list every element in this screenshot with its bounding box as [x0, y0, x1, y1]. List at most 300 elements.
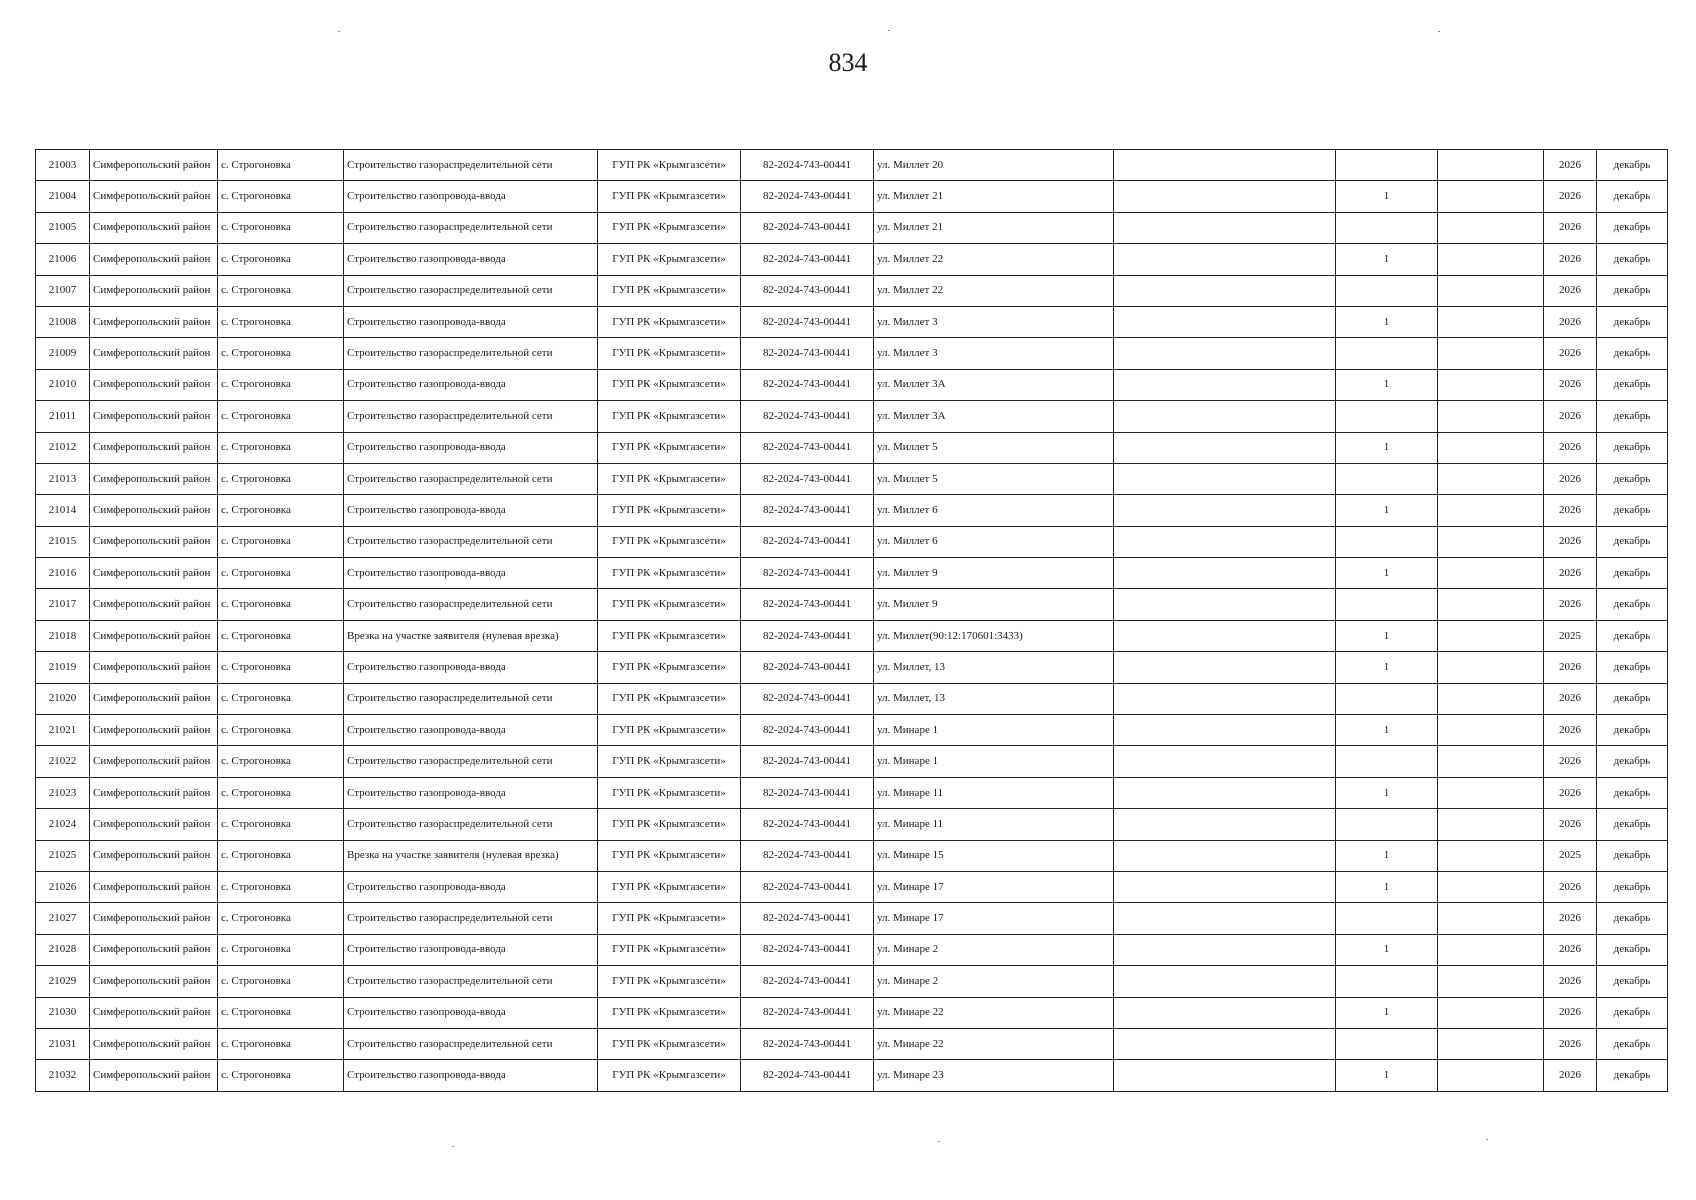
table-row	[36, 871, 1668, 902]
cell-year: 2026	[1544, 997, 1597, 1028]
cell-organization: ГУП РК «Крымгазсети»	[598, 840, 741, 871]
cell-month: декабрь	[1597, 338, 1668, 369]
cell-organization: ГУП РК «Крымгазсети»	[598, 181, 741, 212]
cell-address: ул. Минаре 1	[874, 746, 1114, 777]
cell-month: декабрь	[1597, 997, 1668, 1028]
cell-empty	[1438, 463, 1544, 494]
cell-program-code: 82-2024-743-00441	[741, 432, 874, 463]
cell-quantity	[1336, 746, 1438, 777]
cell-month: декабрь	[1597, 495, 1668, 526]
cell-locality: с. Строгоновка	[218, 683, 344, 714]
cell-month: декабрь	[1597, 275, 1668, 306]
cell-quantity: 1	[1336, 997, 1438, 1028]
cell-work-type: Строительство газопровода-ввода	[344, 369, 598, 400]
cell-address: ул. Минаре 2	[874, 966, 1114, 997]
cell-month: декабрь	[1597, 683, 1668, 714]
cell-quantity	[1336, 589, 1438, 620]
cell-work-type: Строительство газораспределительной сети	[344, 212, 598, 243]
cell-program-code: 82-2024-743-00441	[741, 306, 874, 337]
cell-number: 21014	[36, 495, 90, 526]
cell-organization: ГУП РК «Крымгазсети»	[598, 997, 741, 1028]
cell-number: 21024	[36, 809, 90, 840]
cell-work-type: Строительство газораспределительной сети	[344, 150, 598, 181]
cell-program-code: 82-2024-743-00441	[741, 683, 874, 714]
cell-empty	[1438, 369, 1544, 400]
cell-empty	[1438, 966, 1544, 997]
cell-address: ул. Миллет 21	[874, 181, 1114, 212]
cell-year: 2026	[1544, 683, 1597, 714]
cell-empty	[1438, 809, 1544, 840]
cell-district: Симферопольский район	[90, 1060, 218, 1091]
cell-empty	[1438, 746, 1544, 777]
cell-year: 2026	[1544, 715, 1597, 746]
cell-program-code: 82-2024-743-00441	[741, 840, 874, 871]
cell-number: 21031	[36, 1028, 90, 1059]
cell-month: декабрь	[1597, 526, 1668, 557]
cell-program-code: 82-2024-743-00441	[741, 150, 874, 181]
cell-quantity: 1	[1336, 558, 1438, 589]
cell-quantity: 1	[1336, 934, 1438, 965]
cell-year: 2026	[1544, 275, 1597, 306]
cell-month: декабрь	[1597, 463, 1668, 494]
cell-locality: с. Строгоновка	[218, 809, 344, 840]
cell-work-type: Врезка на участке заявителя (нулевая врезка)	[344, 840, 598, 871]
cell-organization: ГУП РК «Крымгазсети»	[598, 369, 741, 400]
cell-empty	[1114, 181, 1336, 212]
cell-organization: ГУП РК «Крымгазсети»	[598, 558, 741, 589]
cell-year: 2026	[1544, 150, 1597, 181]
cell-organization: ГУП РК «Крымгазсети»	[598, 212, 741, 243]
cell-number: 21010	[36, 369, 90, 400]
cell-program-code: 82-2024-743-00441	[741, 809, 874, 840]
cell-month: декабрь	[1597, 620, 1668, 651]
cell-empty	[1114, 212, 1336, 243]
cell-number: 21013	[36, 463, 90, 494]
table-row	[36, 212, 1668, 243]
cell-program-code: 82-2024-743-00441	[741, 966, 874, 997]
cell-organization: ГУП РК «Крымгазсети»	[598, 244, 741, 275]
cell-locality: с. Строгоновка	[218, 181, 344, 212]
cell-program-code: 82-2024-743-00441	[741, 369, 874, 400]
cell-district: Симферопольский район	[90, 401, 218, 432]
cell-number: 21030	[36, 997, 90, 1028]
cell-work-type: Строительство газораспределительной сети	[344, 526, 598, 557]
cell-program-code: 82-2024-743-00441	[741, 338, 874, 369]
cell-locality: с. Строгоновка	[218, 401, 344, 432]
cell-empty	[1438, 432, 1544, 463]
cell-address: ул. Минаре 1	[874, 715, 1114, 746]
cell-quantity	[1336, 463, 1438, 494]
cell-empty	[1114, 903, 1336, 934]
cell-number: 21029	[36, 966, 90, 997]
cell-empty	[1438, 181, 1544, 212]
cell-program-code: 82-2024-743-00441	[741, 244, 874, 275]
cell-address: ул. Минаре 22	[874, 1028, 1114, 1059]
table-row	[36, 966, 1668, 997]
cell-locality: с. Строгоновка	[218, 966, 344, 997]
cell-empty	[1114, 746, 1336, 777]
cell-empty	[1438, 589, 1544, 620]
table-row	[36, 306, 1668, 337]
table-row	[36, 244, 1668, 275]
cell-district: Симферопольский район	[90, 966, 218, 997]
cell-empty	[1438, 275, 1544, 306]
cell-year: 2026	[1544, 401, 1597, 432]
cell-organization: ГУП РК «Крымгазсети»	[598, 934, 741, 965]
cell-year: 2026	[1544, 244, 1597, 275]
cell-number: 21008	[36, 306, 90, 337]
cell-address: ул. Миллет, 13	[874, 652, 1114, 683]
cell-month: декабрь	[1597, 652, 1668, 683]
table-row	[36, 746, 1668, 777]
cell-empty	[1438, 934, 1544, 965]
cell-empty	[1438, 652, 1544, 683]
cell-empty	[1114, 934, 1336, 965]
cell-empty	[1114, 432, 1336, 463]
cell-quantity	[1336, 903, 1438, 934]
cell-locality: с. Строгоновка	[218, 338, 344, 369]
cell-locality: с. Строгоновка	[218, 244, 344, 275]
cell-locality: с. Строгоновка	[218, 369, 344, 400]
cell-locality: с. Строгоновка	[218, 1028, 344, 1059]
cell-month: декабрь	[1597, 840, 1668, 871]
cell-work-type: Строительство газопровода-ввода	[344, 306, 598, 337]
cell-district: Симферопольский район	[90, 275, 218, 306]
cell-district: Симферопольский район	[90, 997, 218, 1028]
table-row	[36, 840, 1668, 871]
cell-month: декабрь	[1597, 871, 1668, 902]
table-row	[36, 558, 1668, 589]
cell-year: 2026	[1544, 1028, 1597, 1059]
cell-address: ул. Миллет 9	[874, 589, 1114, 620]
cell-month: декабрь	[1597, 181, 1668, 212]
cell-locality: с. Строгоновка	[218, 306, 344, 337]
table-row	[36, 589, 1668, 620]
page-number: 834	[828, 48, 868, 77]
scan-speck	[338, 31, 340, 32]
cell-organization: ГУП РК «Крымгазсети»	[598, 652, 741, 683]
cell-month: декабрь	[1597, 715, 1668, 746]
cell-empty	[1114, 1028, 1336, 1059]
cell-quantity: 1	[1336, 715, 1438, 746]
cell-address: ул. Миллет 5	[874, 432, 1114, 463]
cell-locality: с. Строгоновка	[218, 840, 344, 871]
cell-address: ул. Миллет 22	[874, 244, 1114, 275]
scan-speck	[938, 1141, 940, 1142]
cell-district: Симферопольский район	[90, 212, 218, 243]
cell-empty	[1114, 840, 1336, 871]
cell-month: декабрь	[1597, 150, 1668, 181]
cell-address: ул. Миллет(90:12:170601:3433)	[874, 620, 1114, 651]
cell-work-type: Строительство газопровода-ввода	[344, 871, 598, 902]
cell-program-code: 82-2024-743-00441	[741, 401, 874, 432]
cell-empty	[1114, 150, 1336, 181]
table-row	[36, 903, 1668, 934]
cell-program-code: 82-2024-743-00441	[741, 1060, 874, 1091]
cell-year: 2025	[1544, 840, 1597, 871]
cell-work-type: Строительство газораспределительной сети	[344, 809, 598, 840]
cell-year: 2026	[1544, 369, 1597, 400]
table-row	[36, 275, 1668, 306]
cell-work-type: Строительство газопровода-ввода	[344, 1060, 598, 1091]
cell-work-type: Строительство газораспределительной сети	[344, 903, 598, 934]
cell-work-type: Строительство газопровода-ввода	[344, 558, 598, 589]
cell-quantity	[1336, 683, 1438, 714]
cell-empty	[1114, 463, 1336, 494]
table-row	[36, 401, 1668, 432]
table-row	[36, 526, 1668, 557]
cell-year: 2026	[1544, 181, 1597, 212]
cell-organization: ГУП РК «Крымгазсети»	[598, 401, 741, 432]
cell-empty	[1114, 338, 1336, 369]
cell-organization: ГУП РК «Крымгазсети»	[598, 338, 741, 369]
cell-address: ул. Минаре 22	[874, 997, 1114, 1028]
cell-empty	[1438, 683, 1544, 714]
cell-address: ул. Минаре 17	[874, 871, 1114, 902]
cell-work-type: Строительство газопровода-ввода	[344, 777, 598, 808]
cell-address: ул. Минаре 11	[874, 809, 1114, 840]
cell-quantity: 1	[1336, 840, 1438, 871]
cell-program-code: 82-2024-743-00441	[741, 652, 874, 683]
cell-quantity	[1336, 212, 1438, 243]
cell-empty	[1114, 401, 1336, 432]
table-row	[36, 683, 1668, 714]
cell-month: декабрь	[1597, 777, 1668, 808]
cell-empty	[1438, 338, 1544, 369]
cell-number: 21003	[36, 150, 90, 181]
cell-month: декабрь	[1597, 401, 1668, 432]
cell-address: ул. Миллет, 13	[874, 683, 1114, 714]
cell-year: 2026	[1544, 589, 1597, 620]
cell-locality: с. Строгоновка	[218, 903, 344, 934]
cell-empty	[1438, 840, 1544, 871]
cell-quantity: 1	[1336, 495, 1438, 526]
cell-number: 21015	[36, 526, 90, 557]
cell-work-type: Строительство газораспределительной сети	[344, 338, 598, 369]
cell-month: декабрь	[1597, 1028, 1668, 1059]
cell-number: 21009	[36, 338, 90, 369]
cell-quantity	[1336, 401, 1438, 432]
cell-work-type: Строительство газопровода-ввода	[344, 715, 598, 746]
cell-year: 2026	[1544, 432, 1597, 463]
cell-empty	[1114, 589, 1336, 620]
cell-program-code: 82-2024-743-00441	[741, 495, 874, 526]
cell-work-type: Строительство газораспределительной сети	[344, 589, 598, 620]
cell-locality: с. Строгоновка	[218, 526, 344, 557]
table-row	[36, 338, 1668, 369]
cell-empty	[1114, 1060, 1336, 1091]
cell-empty	[1114, 809, 1336, 840]
cell-number: 21004	[36, 181, 90, 212]
cell-locality: с. Строгоновка	[218, 275, 344, 306]
cell-empty	[1114, 558, 1336, 589]
cell-organization: ГУП РК «Крымгазсети»	[598, 1028, 741, 1059]
table-row	[36, 1060, 1668, 1091]
cell-work-type: Врезка на участке заявителя (нулевая врезка)	[344, 620, 598, 651]
cell-year: 2026	[1544, 463, 1597, 494]
cell-year: 2026	[1544, 495, 1597, 526]
cell-locality: с. Строгоновка	[218, 495, 344, 526]
cell-number: 21017	[36, 589, 90, 620]
cell-program-code: 82-2024-743-00441	[741, 620, 874, 651]
cell-month: декабрь	[1597, 244, 1668, 275]
cell-work-type: Строительство газопровода-ввода	[344, 997, 598, 1028]
cell-year: 2026	[1544, 558, 1597, 589]
cell-empty	[1438, 212, 1544, 243]
cell-district: Симферопольский район	[90, 369, 218, 400]
cell-empty	[1114, 620, 1336, 651]
cell-month: декабрь	[1597, 809, 1668, 840]
cell-organization: ГУП РК «Крымгазсети»	[598, 306, 741, 337]
cell-address: ул. Минаре 11	[874, 777, 1114, 808]
cell-locality: с. Строгоновка	[218, 652, 344, 683]
cell-quantity: 1	[1336, 652, 1438, 683]
cell-empty	[1114, 966, 1336, 997]
cell-work-type: Строительство газораспределительной сети	[344, 275, 598, 306]
cell-district: Симферопольский район	[90, 934, 218, 965]
cell-address: ул. Миллет 22	[874, 275, 1114, 306]
cell-work-type: Строительство газораспределительной сети	[344, 746, 598, 777]
cell-year: 2026	[1544, 526, 1597, 557]
cell-number: 21018	[36, 620, 90, 651]
cell-organization: ГУП РК «Крымгазсети»	[598, 809, 741, 840]
cell-number: 21022	[36, 746, 90, 777]
cell-program-code: 82-2024-743-00441	[741, 589, 874, 620]
cell-quantity	[1336, 1028, 1438, 1059]
table-row	[36, 495, 1668, 526]
table-row	[36, 715, 1668, 746]
cell-address: ул. Миллет 6	[874, 526, 1114, 557]
cell-number: 21006	[36, 244, 90, 275]
cell-address: ул. Миллет 21	[874, 212, 1114, 243]
cell-number: 21023	[36, 777, 90, 808]
cell-year: 2026	[1544, 306, 1597, 337]
cell-quantity: 1	[1336, 181, 1438, 212]
cell-year: 2026	[1544, 338, 1597, 369]
cell-program-code: 82-2024-743-00441	[741, 275, 874, 306]
cell-year: 2026	[1544, 1060, 1597, 1091]
cell-district: Симферопольский район	[90, 683, 218, 714]
cell-quantity	[1336, 338, 1438, 369]
cell-district: Симферопольский район	[90, 495, 218, 526]
cell-locality: с. Строгоновка	[218, 463, 344, 494]
cell-year: 2026	[1544, 809, 1597, 840]
cell-number: 21026	[36, 871, 90, 902]
cell-district: Симферопольский район	[90, 558, 218, 589]
cell-address: ул. Минаре 2	[874, 934, 1114, 965]
cell-quantity: 1	[1336, 1060, 1438, 1091]
cell-number: 21027	[36, 903, 90, 934]
cell-district: Симферопольский район	[90, 463, 218, 494]
cell-district: Симферопольский район	[90, 809, 218, 840]
registry-table	[35, 149, 1668, 1092]
cell-number: 21025	[36, 840, 90, 871]
cell-locality: с. Строгоновка	[218, 746, 344, 777]
cell-year: 2026	[1544, 212, 1597, 243]
cell-locality: с. Строгоновка	[218, 871, 344, 902]
cell-number: 21011	[36, 401, 90, 432]
cell-empty	[1438, 903, 1544, 934]
cell-empty	[1438, 871, 1544, 902]
cell-year: 2026	[1544, 903, 1597, 934]
cell-locality: с. Строгоновка	[218, 150, 344, 181]
cell-organization: ГУП РК «Крымгазсети»	[598, 871, 741, 902]
cell-program-code: 82-2024-743-00441	[741, 715, 874, 746]
cell-work-type: Строительство газопровода-ввода	[344, 495, 598, 526]
cell-quantity	[1336, 966, 1438, 997]
cell-work-type: Строительство газораспределительной сети	[344, 683, 598, 714]
cell-number: 21012	[36, 432, 90, 463]
table-row	[36, 777, 1668, 808]
cell-organization: ГУП РК «Крымгазсети»	[598, 777, 741, 808]
cell-organization: ГУП РК «Крымгазсети»	[598, 715, 741, 746]
cell-program-code: 82-2024-743-00441	[741, 558, 874, 589]
cell-empty	[1114, 871, 1336, 902]
cell-number: 21005	[36, 212, 90, 243]
cell-district: Симферопольский район	[90, 244, 218, 275]
cell-organization: ГУП РК «Крымгазсети»	[598, 746, 741, 777]
cell-locality: с. Строгоновка	[218, 620, 344, 651]
scan-speck	[1438, 31, 1440, 32]
cell-program-code: 82-2024-743-00441	[741, 526, 874, 557]
cell-quantity: 1	[1336, 306, 1438, 337]
cell-district: Симферопольский район	[90, 840, 218, 871]
cell-address: ул. Миллет 3	[874, 306, 1114, 337]
cell-locality: с. Строгоновка	[218, 212, 344, 243]
cell-month: декабрь	[1597, 903, 1668, 934]
cell-address: ул. Миллет 3А	[874, 369, 1114, 400]
cell-district: Симферопольский район	[90, 746, 218, 777]
cell-address: ул. Минаре 17	[874, 903, 1114, 934]
cell-month: декабрь	[1597, 369, 1668, 400]
cell-organization: ГУП РК «Крымгазсети»	[598, 432, 741, 463]
cell-empty	[1438, 401, 1544, 432]
table-row	[36, 652, 1668, 683]
cell-address: ул. Миллет 20	[874, 150, 1114, 181]
cell-empty	[1114, 652, 1336, 683]
cell-district: Симферопольский район	[90, 306, 218, 337]
cell-program-code: 82-2024-743-00441	[741, 181, 874, 212]
registry-table-body	[36, 150, 1668, 1092]
cell-address: ул. Миллет 9	[874, 558, 1114, 589]
cell-work-type: Строительство газораспределительной сети	[344, 966, 598, 997]
cell-organization: ГУП РК «Крымгазсети»	[598, 495, 741, 526]
cell-month: декабрь	[1597, 589, 1668, 620]
cell-work-type: Строительство газопровода-ввода	[344, 244, 598, 275]
cell-work-type: Строительство газораспределительной сети	[344, 1028, 598, 1059]
cell-address: ул. Миллет 5	[874, 463, 1114, 494]
cell-empty	[1114, 306, 1336, 337]
cell-empty	[1114, 526, 1336, 557]
cell-month: декабрь	[1597, 966, 1668, 997]
cell-quantity: 1	[1336, 432, 1438, 463]
cell-number: 21016	[36, 558, 90, 589]
cell-district: Симферопольский район	[90, 150, 218, 181]
cell-organization: ГУП РК «Крымгазсети»	[598, 620, 741, 651]
cell-organization: ГУП РК «Крымгазсети»	[598, 150, 741, 181]
cell-quantity	[1336, 526, 1438, 557]
cell-empty	[1438, 526, 1544, 557]
cell-month: декабрь	[1597, 934, 1668, 965]
cell-locality: с. Строгоновка	[218, 558, 344, 589]
cell-organization: ГУП РК «Крымгазсети»	[598, 589, 741, 620]
cell-program-code: 82-2024-743-00441	[741, 934, 874, 965]
cell-month: декабрь	[1597, 558, 1668, 589]
cell-empty	[1438, 997, 1544, 1028]
cell-year: 2026	[1544, 777, 1597, 808]
cell-locality: с. Строгоновка	[218, 1060, 344, 1091]
cell-empty	[1438, 1060, 1544, 1091]
